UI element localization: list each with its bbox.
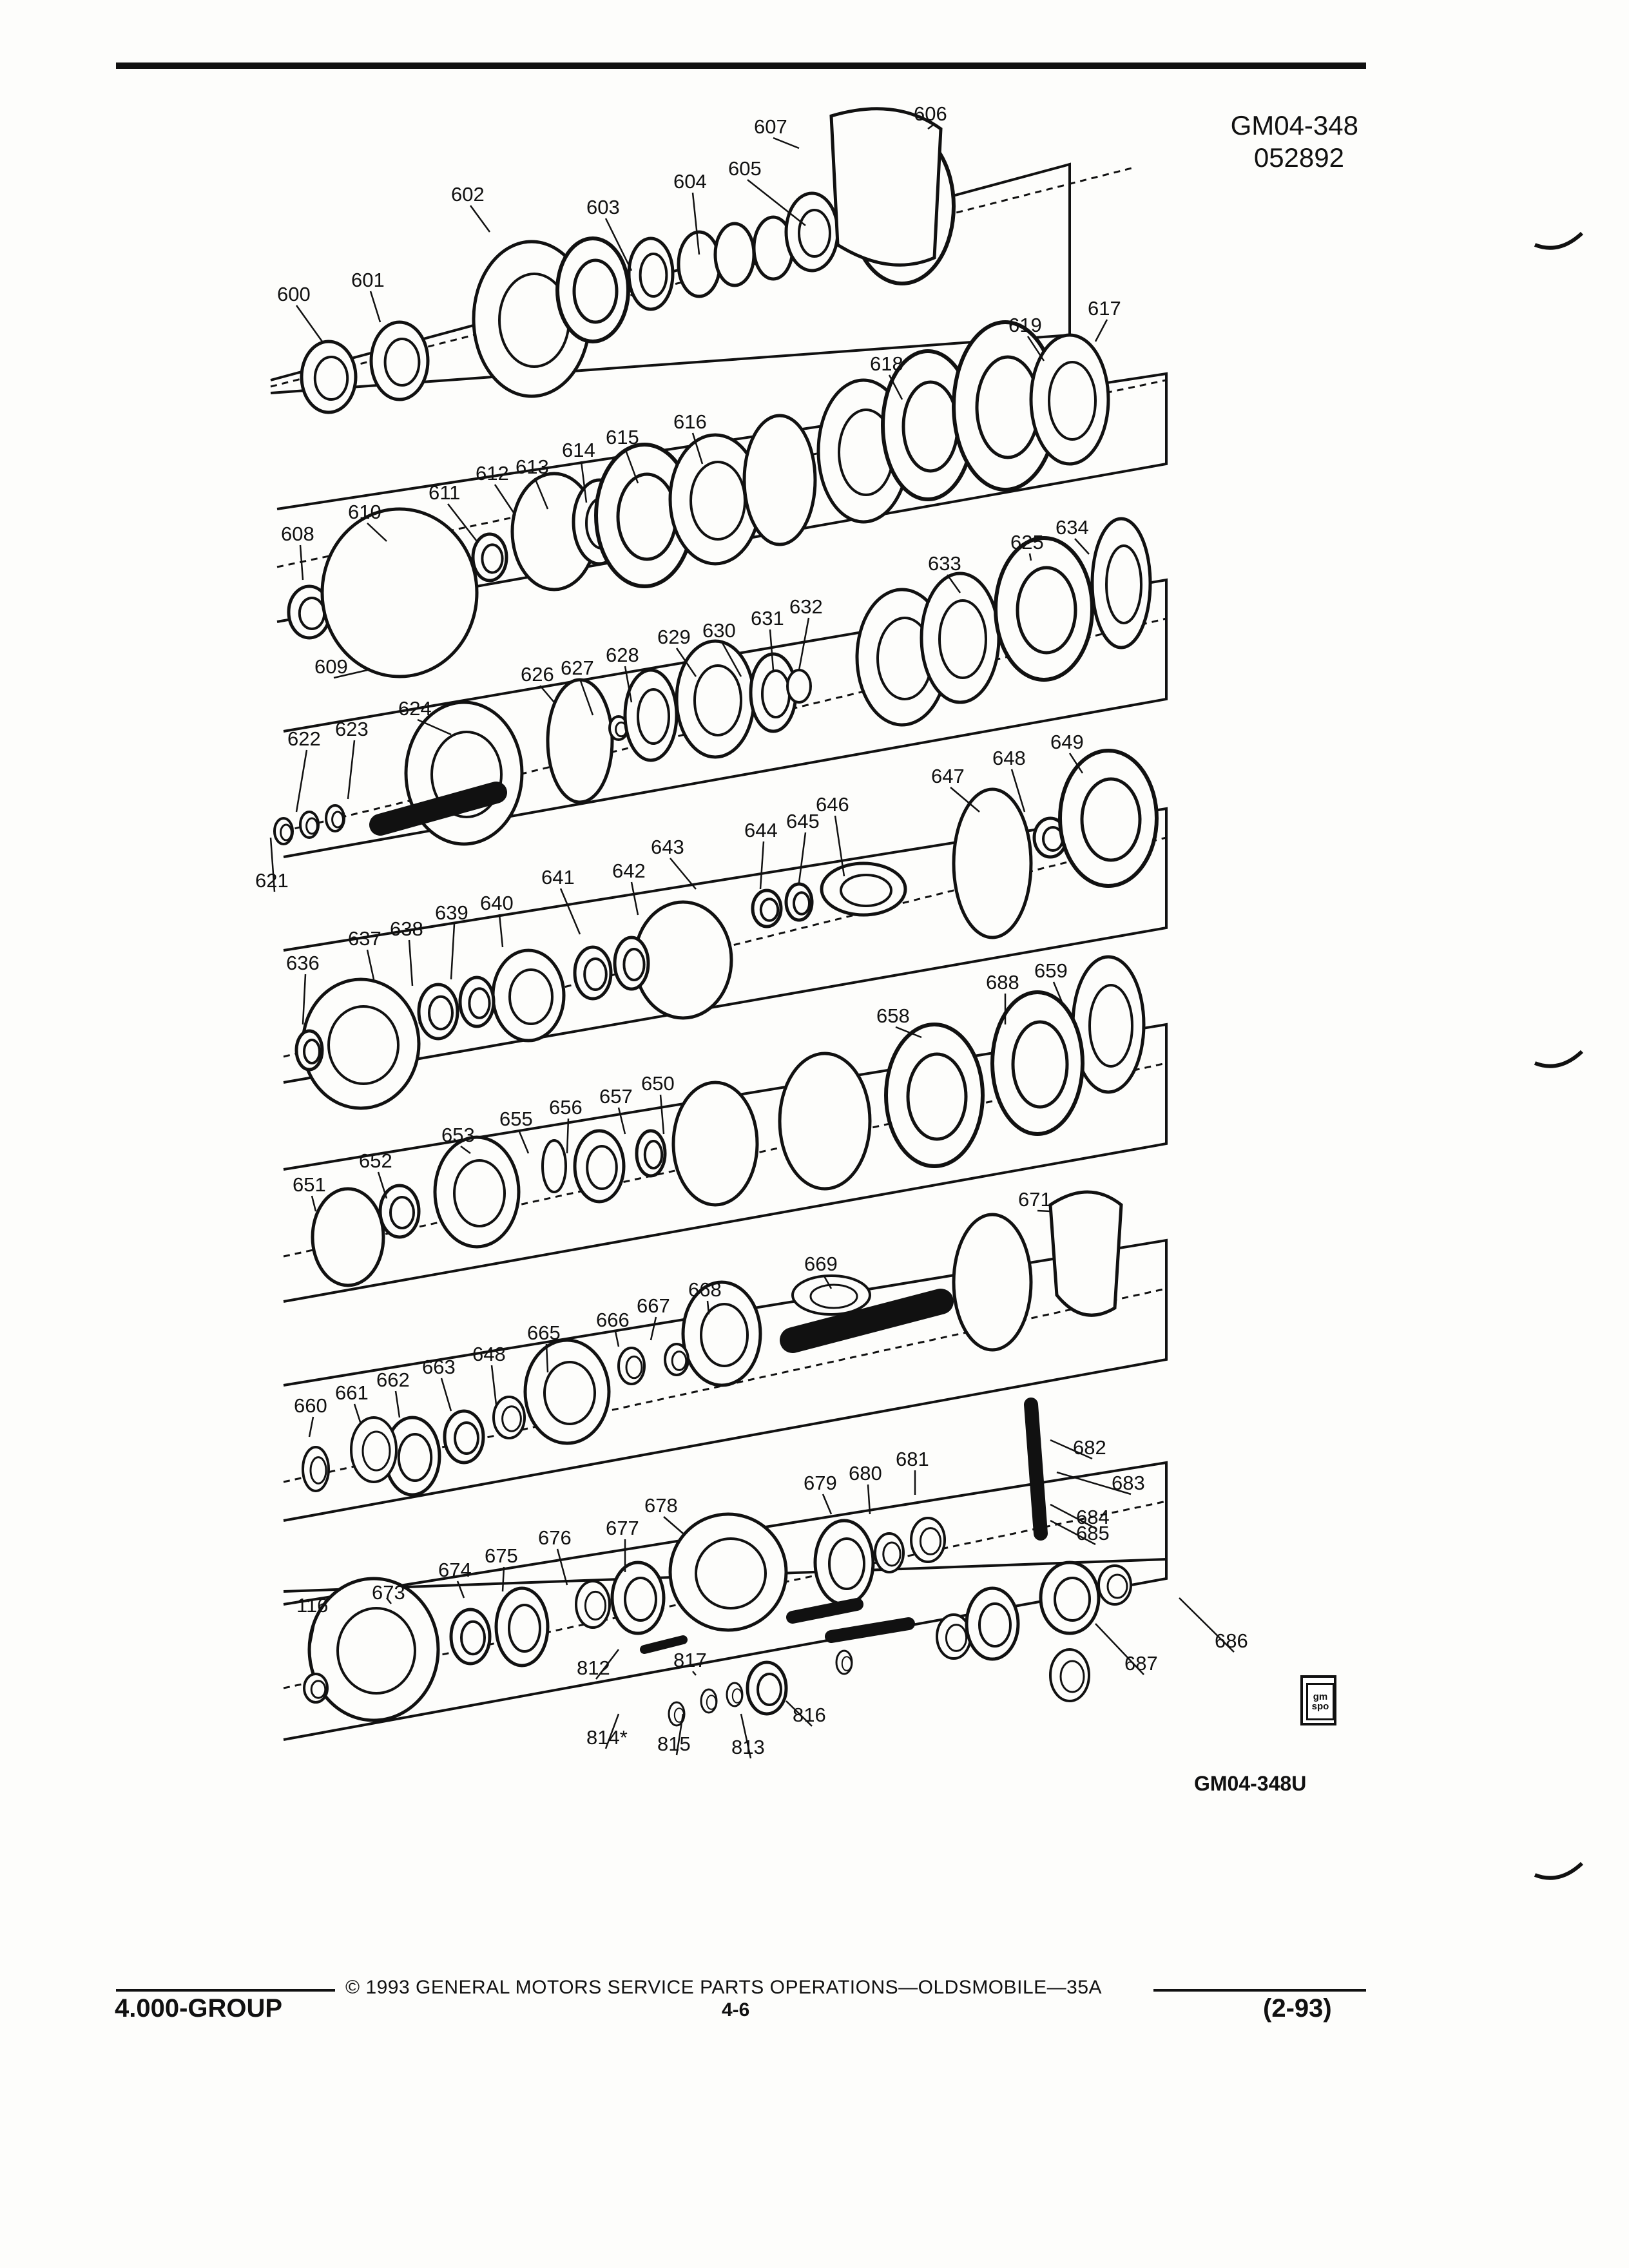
part-outer-ring-35 (996, 538, 1092, 680)
part-label-50: 659 (1034, 959, 1068, 982)
leader-line-32 (348, 740, 354, 799)
part-shape-47 (419, 985, 458, 1039)
part-shape-68 (494, 1397, 525, 1438)
part-label-55: 655 (499, 1108, 533, 1130)
footer-rule-right (1153, 1989, 1366, 1992)
part-shape-65 (665, 1344, 688, 1375)
leader-line-77 (664, 1517, 683, 1533)
part-outer-ring-32 (787, 670, 811, 702)
leader-line-48 (303, 974, 305, 1024)
part-outer-ring-37 (954, 789, 1031, 937)
shaft-bar-4 (644, 1640, 683, 1649)
part-shape-69 (445, 1411, 483, 1463)
part-shape-46 (493, 950, 564, 1041)
part-shape-66 (619, 1348, 644, 1384)
part-outer-ring-22 (1031, 335, 1108, 464)
part-label-79: 677 (606, 1517, 639, 1539)
part-shape-42 (822, 863, 905, 915)
part-shape-30 (677, 641, 754, 757)
footer-group: 4.000-GROUP (115, 1994, 283, 2023)
part-label-8: 601 (351, 269, 385, 291)
part-shape-87 (1050, 1649, 1089, 1701)
part-shape-62 (954, 1215, 1031, 1350)
leader-line-10 (1095, 320, 1107, 341)
part-label-67: 660 (294, 1394, 327, 1417)
part-shape-85 (1041, 1562, 1099, 1633)
part-label-22: 625 (1010, 531, 1044, 553)
part-shape-45 (615, 937, 648, 989)
part-label-7: 600 (277, 283, 311, 305)
part-label-25: 627 (561, 657, 594, 679)
part-shape-79 (496, 1588, 548, 1666)
part-label-75: 680 (849, 1462, 882, 1485)
part-label-64: 665 (527, 1321, 561, 1344)
part-label-21: 633 (928, 552, 961, 575)
leader-line-39 (799, 832, 805, 883)
leader-line-43 (631, 882, 638, 915)
figure-id: GM04-348U (1194, 1772, 1307, 1795)
part-shape-24 (300, 812, 318, 838)
part-label-66: 648 (472, 1343, 506, 1365)
part-shape-60 (380, 1186, 419, 1237)
part-label-45: 638 (390, 918, 423, 940)
part-label-12: 612 (476, 462, 509, 485)
part-label-49: 688 (986, 971, 1019, 994)
part-shape-1 (302, 341, 356, 412)
part-shape-58 (543, 1140, 566, 1192)
part-label-52: 657 (599, 1085, 633, 1108)
part-shape-82 (304, 1674, 327, 1702)
leader-line-5 (470, 206, 490, 232)
part-outer-ring-55 (673, 1082, 757, 1205)
part-outer-ring-76 (670, 1514, 786, 1630)
part-label-70: 682 (1073, 1436, 1106, 1459)
shaft-bar-3 (1031, 1405, 1041, 1533)
part-label-69: 662 (376, 1369, 410, 1391)
part-shape-36 (1092, 519, 1150, 648)
footer-page-number: 4-6 (722, 1999, 750, 2021)
part-label-48: 636 (286, 952, 320, 974)
part-shape-18 (744, 416, 815, 544)
part-outer-ring-7 (715, 224, 754, 285)
leader-line-23 (1075, 539, 1089, 554)
part-shape-86 (1099, 1566, 1131, 1604)
logo-line-gm: gm (1313, 1691, 1328, 1702)
part-label-5: 602 (451, 183, 485, 206)
part-label-72: 684 (1076, 1506, 1110, 1528)
leader-line-41 (670, 858, 696, 889)
part-outer-ring-42 (822, 863, 905, 915)
leader-line-45 (409, 940, 412, 986)
part-label-77: 678 (644, 1494, 678, 1517)
part-label-6: 603 (586, 196, 620, 218)
footer-date: (2-93) (1263, 1994, 1332, 2023)
part-label-26: 628 (606, 644, 639, 666)
part-shape-40 (753, 890, 781, 927)
part-label-20: 609 (314, 655, 348, 678)
part-shape-5 (629, 238, 673, 309)
footer-rule-left (116, 1989, 335, 1992)
part-shape-90 (701, 1689, 717, 1713)
part-shape-39 (1060, 751, 1157, 886)
part-shape-84 (967, 1588, 1018, 1659)
shaft-bar-5 (793, 1604, 857, 1617)
part-label-89: 815 (657, 1733, 691, 1755)
part-shape-78 (576, 1581, 610, 1628)
leader-line-8 (371, 291, 380, 322)
part-outer-ring-89 (727, 1683, 742, 1706)
part-outer-ring-12 (322, 509, 477, 677)
margin-mark-2 (1534, 1044, 1585, 1076)
part-label-13: 613 (516, 456, 549, 478)
part-label-51: 658 (876, 1004, 910, 1027)
part-shape-29 (625, 670, 677, 760)
part-label-57: 651 (293, 1173, 326, 1196)
part-outer-ring-27 (548, 680, 612, 802)
part-label-42: 641 (541, 866, 575, 889)
part-shape-67 (525, 1340, 609, 1443)
part-label-18: 611 (429, 481, 461, 504)
part-outer-ring-18 (744, 416, 815, 544)
part-shape-4 (557, 238, 628, 341)
part-outer-ring-62 (954, 1215, 1031, 1350)
figure-number: GM04-348 (1230, 110, 1358, 140)
part-outer-ring-30 (677, 641, 754, 757)
part-label-59: 671 (1018, 1188, 1052, 1211)
part-label-28: 630 (702, 619, 736, 642)
leader-line-62 (615, 1331, 619, 1347)
part-label-76: 681 (896, 1448, 929, 1470)
part-label-30: 632 (789, 595, 823, 618)
leader-line-68 (354, 1404, 361, 1424)
part-label-19: 608 (281, 523, 314, 545)
part-label-36: 647 (931, 765, 965, 787)
part-label-83: 116 (296, 1594, 329, 1617)
part-label-34: 621 (255, 869, 289, 892)
leader-line-38 (760, 841, 764, 889)
part-shape-89 (727, 1683, 742, 1706)
part-outer-ring-58 (543, 1140, 566, 1192)
part-shape-7 (715, 224, 754, 285)
part-outer-ring-6 (679, 232, 720, 296)
part-label-1: 607 (754, 115, 787, 138)
part-shape-76 (670, 1514, 786, 1630)
part-label-33: 624 (398, 697, 432, 720)
leader-line-30 (799, 618, 809, 670)
part-label-3: 604 (673, 170, 707, 193)
part-shape-71 (351, 1418, 396, 1482)
part-label-11: 618 (870, 352, 903, 375)
part-label-73: 685 (1076, 1522, 1110, 1544)
leader-line-87 (693, 1671, 696, 1675)
leader-line-12 (495, 485, 516, 515)
part-shape-59 (435, 1137, 519, 1247)
part-outer-ring-67 (525, 1340, 609, 1443)
part-label-84: 686 (1215, 1629, 1248, 1652)
part-label-86: 812 (577, 1657, 610, 1679)
part-outer-ring-72 (303, 1447, 329, 1491)
leader-line-69 (396, 1391, 400, 1418)
part-outer-ring-61 (313, 1189, 383, 1285)
leader-line-44 (367, 950, 374, 979)
part-shape-35 (996, 538, 1092, 680)
part-label-60: 669 (804, 1253, 838, 1275)
part-shape-61 (313, 1189, 383, 1285)
part-shape-55 (673, 1082, 757, 1205)
part-label-24: 626 (521, 663, 554, 686)
leader-line-24 (540, 686, 554, 702)
part-shape-72 (303, 1447, 329, 1491)
part-label-91: 813 (731, 1736, 765, 1758)
part-outer-ring-68 (494, 1397, 525, 1438)
leader-line-82 (503, 1567, 504, 1591)
leader-line-1 (773, 138, 799, 148)
part-label-39: 645 (786, 810, 820, 832)
shaft-bar-6 (831, 1624, 909, 1637)
part-shape-50 (296, 1031, 322, 1070)
part-shape-27 (548, 680, 612, 802)
leader-line-63 (651, 1317, 656, 1340)
logo-inner (1306, 1683, 1335, 1720)
part-shape-63 (793, 1276, 870, 1314)
part-shape-32 (787, 670, 811, 702)
leader-line-7 (296, 305, 322, 341)
part-label-10: 617 (1088, 297, 1121, 320)
leader-line-47 (499, 914, 503, 947)
part-shape-73 (815, 1521, 873, 1604)
part-label-82: 675 (485, 1544, 518, 1567)
band-606-shape (831, 109, 941, 265)
part-label-80: 673 (372, 1581, 405, 1604)
part-label-27: 629 (657, 626, 691, 648)
part-label-14: 614 (562, 439, 595, 461)
part-label-4: 605 (728, 157, 762, 180)
part-outer-ring-53 (886, 1024, 983, 1166)
leader-line-31 (296, 750, 307, 812)
part-shape-53 (886, 1024, 983, 1166)
part-outer-ring-54 (780, 1053, 870, 1189)
part-label-68: 661 (335, 1381, 369, 1404)
part-shape-12 (322, 509, 477, 677)
part-shape-54 (780, 1053, 870, 1189)
part-outer-ring-74 (875, 1533, 903, 1572)
part-shape-88 (747, 1662, 786, 1714)
part-label-29: 631 (751, 607, 784, 629)
footer-copyright: © 1993 GENERAL MOTORS SERVICE PARTS OPERATIONS—OLDSMOBILE—35A (345, 1977, 1103, 1998)
part-shape-48 (460, 977, 494, 1026)
strut-671-shape (1050, 1192, 1121, 1315)
part-label-88: 814* (586, 1726, 628, 1749)
part-outer-ring-59 (435, 1137, 519, 1247)
part-label-87: 817 (673, 1649, 707, 1671)
logo-line-spo: spo (1311, 1701, 1329, 1712)
part-label-15: 615 (606, 426, 639, 448)
part-shape-91 (836, 1651, 852, 1674)
part-label-63: 667 (637, 1294, 670, 1317)
part-label-35: 649 (1050, 731, 1084, 753)
part-shape-23 (275, 818, 293, 844)
margin-mark-3 (1534, 1856, 1585, 1888)
part-shape-2 (371, 322, 428, 399)
part-label-47: 640 (480, 892, 514, 914)
part-label-56: 656 (549, 1096, 583, 1119)
leader-line-53 (660, 1095, 664, 1134)
part-label-16: 616 (673, 410, 707, 433)
leader-line-58 (378, 1172, 387, 1198)
part-shape-75 (911, 1518, 945, 1562)
leader-line-42 (561, 889, 580, 934)
figure-date: 052892 (1253, 142, 1344, 173)
part-label-43: 642 (612, 860, 646, 882)
part-shape-22 (1031, 335, 1108, 464)
part-label-23: 634 (1055, 516, 1089, 539)
part-label-62: 666 (596, 1309, 630, 1331)
part-label-17: 610 (348, 501, 381, 523)
part-label-2: 606 (914, 102, 947, 125)
part-label-38: 644 (744, 819, 778, 841)
part-shape-57 (575, 1131, 624, 1202)
part-outer-ring-91 (836, 1651, 852, 1674)
part-label-54: 653 (441, 1124, 475, 1146)
part-label-58: 652 (359, 1149, 392, 1172)
part-label-90: 816 (793, 1704, 826, 1726)
part-outer-ring-90 (701, 1689, 717, 1713)
leader-line-65 (441, 1378, 451, 1411)
leader-line-66 (492, 1365, 496, 1405)
part-label-31: 622 (287, 727, 321, 750)
part-label-44: 637 (348, 927, 381, 950)
part-shape-25 (326, 805, 344, 831)
part-shape-13 (473, 534, 506, 581)
part-label-74: 679 (804, 1472, 837, 1494)
part-shape-77 (612, 1562, 664, 1633)
part-label-81: 674 (438, 1559, 472, 1581)
leader-line-46 (451, 924, 454, 979)
part-label-32: 623 (335, 718, 369, 740)
part-label-9: 619 (1008, 314, 1042, 336)
part-label-78: 676 (538, 1526, 572, 1549)
margin-mark-1 (1534, 226, 1585, 258)
part-shape-80 (451, 1610, 490, 1664)
part-shape-37 (954, 789, 1031, 937)
part-label-85: 687 (1124, 1652, 1158, 1675)
part-label-65: 663 (422, 1356, 456, 1378)
part-shape-41 (786, 884, 812, 920)
part-shape-74 (875, 1533, 903, 1572)
part-label-46: 639 (435, 901, 468, 924)
leader-line-67 (309, 1417, 313, 1437)
part-outer-ring-39 (1060, 751, 1157, 886)
part-shape-56 (637, 1131, 665, 1176)
part-label-41: 643 (651, 836, 684, 858)
part-shape-44 (575, 947, 611, 999)
leader-line-52 (619, 1108, 625, 1134)
leader-line-57 (312, 1196, 316, 1211)
part-shape-6 (679, 232, 720, 296)
leader-line-74 (823, 1494, 831, 1514)
part-label-40: 646 (816, 793, 849, 816)
part-label-61: 668 (688, 1278, 722, 1301)
part-outer-ring-66 (619, 1348, 644, 1384)
leader-line-78 (557, 1549, 567, 1585)
part-label-37: 648 (992, 747, 1026, 769)
part-label-71: 683 (1112, 1472, 1145, 1494)
gm-spo-logo (1300, 1675, 1336, 1725)
leader-line-55 (519, 1130, 528, 1153)
part-shape-9 (786, 193, 838, 271)
part-label-53: 650 (641, 1072, 675, 1095)
